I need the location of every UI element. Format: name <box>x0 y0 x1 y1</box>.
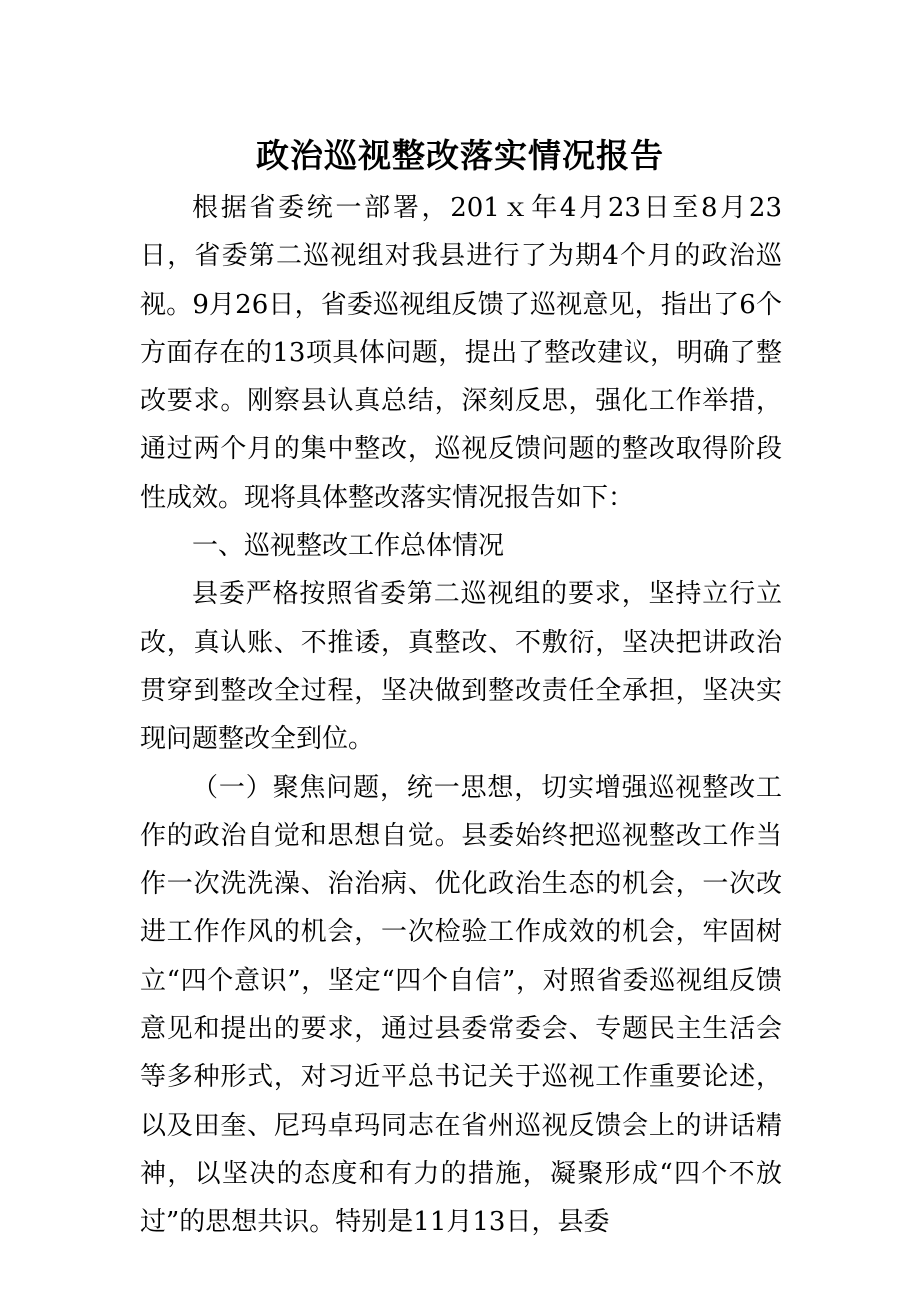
paragraph-intro: 根据省委统一部署，201ｘ年4月23日至8月23日，省委第二巡视组对我县进行了为期4个月的政治巡视。9月26日，省委巡视组反馈了巡视意见，指出了6个方面存在的13项具体问题，提出了整改建议，明确了整改要求。刚察县认真总结，深刻反思，强化工作举措，通过两个月的集中整改，巡视反馈问题的整改取得阶段性成效。现将具体整改落实情况报告如下： <box>140 193 782 513</box>
document-body <box>140 184 782 1247</box>
section-heading-1: 一、巡视整改工作总体情况 <box>192 531 505 562</box>
paragraph-section-1: 县委严格按照省委第二巡视组的要求，坚持立行立改，真认账、不推诿，真整改、不敷衍，坚决把讲政治贯穿到整改全过程，坚决做到整改责任全承担，坚决实现问题整改全到位。 <box>140 579 782 755</box>
paragraph-subsection-1: （一）聚焦问题，统一思想，切实增强巡视整改工作的政治自觉和思想自觉。县委始终把巡视整改工作当作一次洗洗澡、治治病、优化政治生态的机会，一次改进工作作风的机会，一次检验工作成效的机会，牢固树立“四个意识”，坚定“四个自信”，对照省委巡视组反馈意见和提出的要求，通过县委常委会、专题民主生活会等多种形式，对习近平总书记关于巡视工作重要论述，以及田奎、尼玛卓玛同志在省州巡视反馈会上的讲话精神，以坚决的态度和有力的措施，凝聚形成“四个不放过”的思想共识。特别是11月13日，县委 <box>140 772 782 1238</box>
document-title: 政治巡视整改落实情况报告 <box>256 136 664 175</box>
